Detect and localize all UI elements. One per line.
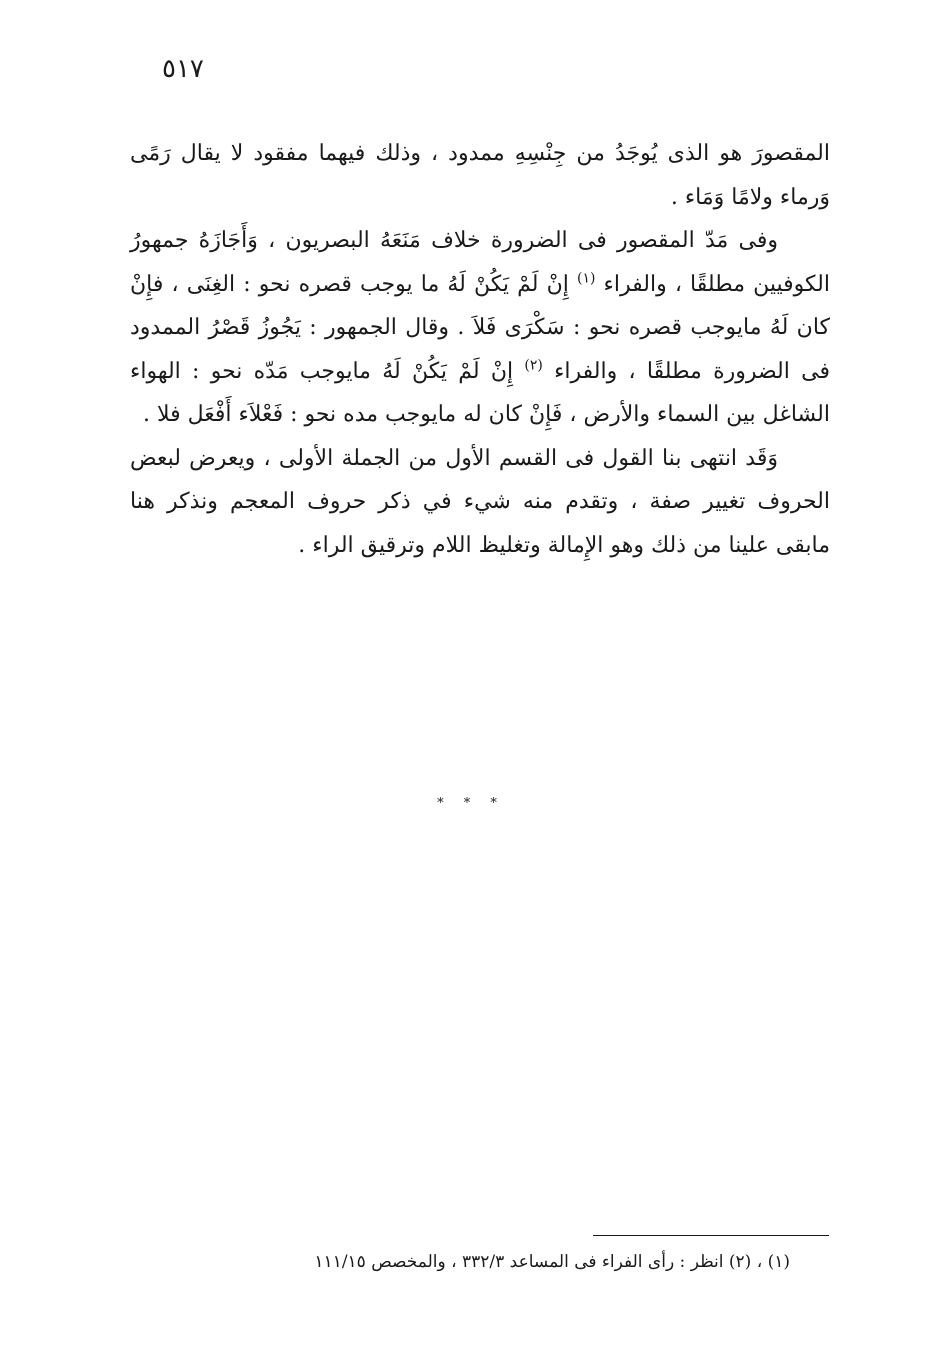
- footnote-divider: [593, 1235, 829, 1236]
- paragraph: [130, 132, 830, 219]
- section-separator: * * *: [437, 796, 505, 811]
- text-run: إِنْ لَمْ يَكُنْ لَهُ ما يوجب قصره نحو : الغِنَى ، فإِنْ كان لَهُ مايوجب قصره نحو : سَكْرَى فَلاَ . وقال الجمهور : يَجُوزُ قَصْرُ الممدود فى الضرورة مطلقًا ، والفراء: [130, 271, 830, 384]
- page-number: ٥١٧: [162, 54, 204, 84]
- footnote-reference: (١): [576, 270, 596, 287]
- footnote-reference: (٢): [524, 357, 543, 374]
- text-run: المقصورَ هو الذى يُوجَدُ من جِنْسِهِ ممدود ، وذلك فيهما مفقود لا يقال رَمًى وَرماء ولامًا وَمَاء .: [130, 141, 830, 210]
- text-run: وَقَد انتهى بنا القول فى القسم الأول من الجملة الأولى ، ويعرض لبعض الحروف تغيير صفة ، وتقدم منه شيء في ذكر حروف المعجم ونذكر هنا مابقى علينا من ذلك وهو الإِمالة وتغليظ اللام وترقيق الراء .: [130, 445, 830, 558]
- main-text: [130, 132, 830, 567]
- text-run: إِنْ لَمْ يَكُنْ لَهُ مايوجب مَدّه نحو : الهواء الشاغل بين السماء والأرض ، فَإِنْ كان له مايوجب مده نحو : فَعْلاَء أَفْعَل فلا .: [130, 358, 830, 427]
- footnote: (١) ، (٢) انظر : رأى الفراء فى المساعد ٣٣٢/٣ ، والمخصص ١١١/١٥: [314, 1252, 790, 1272]
- paragraph: [130, 437, 830, 568]
- text-run: وفى مَدّ المقصور فى الضرورة خلاف مَنَعَهُ البصريون ، وَأَجَازَهُ جمهورُ الكوفيين مطلقًا ، والفراء: [130, 228, 830, 297]
- paragraph: [130, 219, 830, 437]
